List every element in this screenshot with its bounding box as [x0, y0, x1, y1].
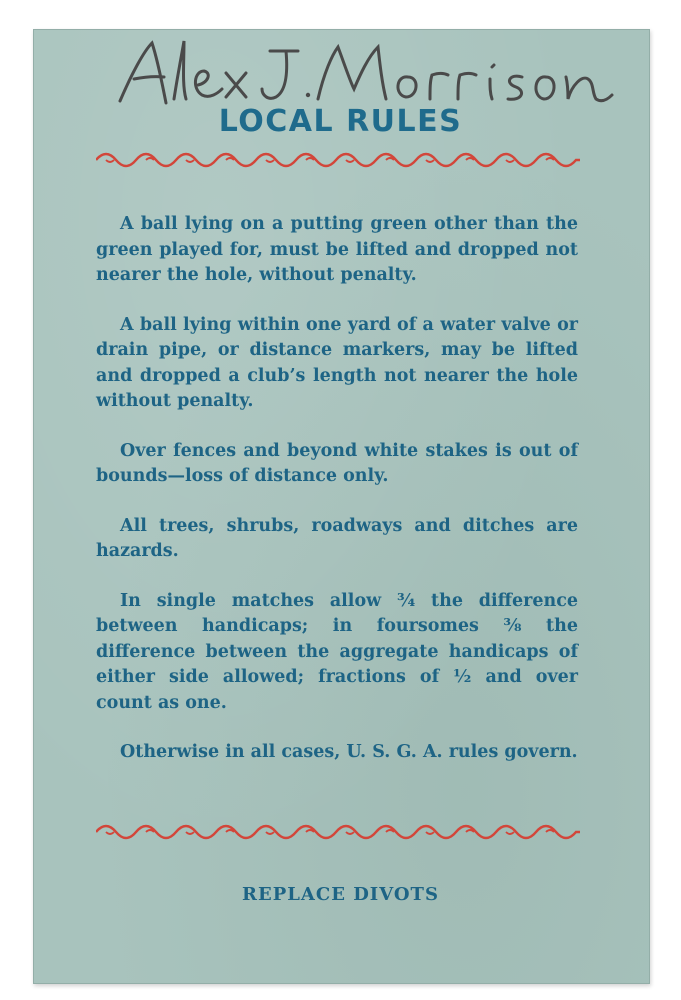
scroll-ornament-top: [96, 146, 580, 174]
page-title: LOCAL RULES: [218, 104, 463, 139]
rule-paragraph: In single matches allow ¾ the difference between handicaps; in foursomes ⅜ the difference between the aggregate handicaps of either side allowed; fractions of ½ and over count as one.: [96, 590, 578, 713]
rule-paragraph: Otherwise in all cases, U. S. G. A. rules govern.: [120, 742, 578, 762]
rule-paragraph: A ball lying within one yard of a water valve or drain pipe, or distance markers, may be lifted and dropped a club’s length not nearer the hole without penalty.: [96, 314, 578, 411]
scroll-ornament-bottom: [96, 818, 580, 846]
handwritten-signature: [112, 33, 632, 113]
rule-paragraph: Over fences and beyond white stakes is out of bounds—loss of distance only.: [96, 440, 578, 486]
rule-paragraph: All trees, shrubs, roadways and ditches are hazards.: [96, 515, 578, 561]
local-rules-list: [96, 212, 578, 790]
replace-divots-footer: REPLACE DIVOTS: [242, 884, 439, 905]
rule-paragraph: A ball lying on a putting green other than the green played for, must be lifted and dropped not nearer the hole, without penalty.: [96, 214, 578, 285]
